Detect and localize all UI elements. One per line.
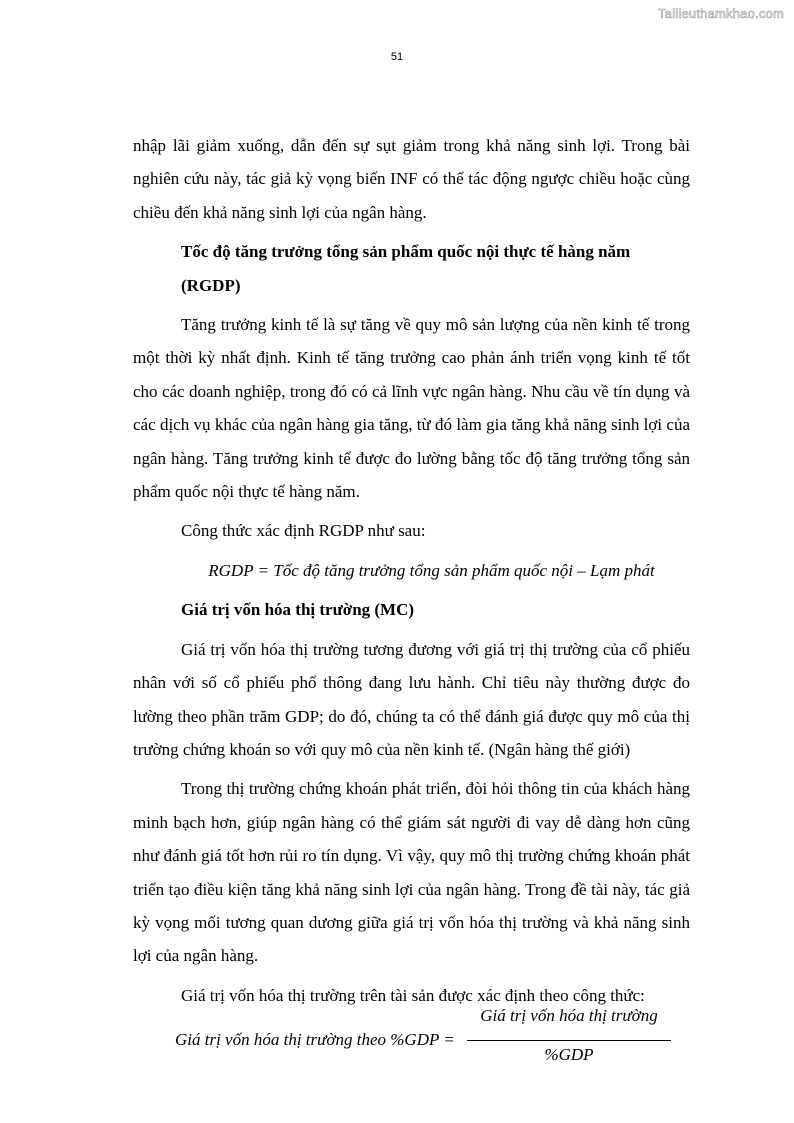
heading-market-cap: Giá trị vốn hóa thị trường (MC): [181, 600, 415, 620]
paragraph-market-cap-definition: Giá trị vốn hóa thị trường tương đương với giá trị thị trường của cổ phiếu nhân với số cổ phiếu phổ thông đang lưu hành. Chỉ tiêu này thường được đo lường theo phần trăm GDP; do đó, chúng ta có thể đánh giá được quy mô của thị trường chứng khoán so với quy mô của nền kinh tế. (Ngân hàng thế giới): [133, 639, 690, 759]
formula-numerator: Giá trị vốn hóa thị trường: [480, 1006, 658, 1026]
paragraph-economic-growth: Tăng trưởng kinh tế là sự tăng về quy mô sản lượng của nền kinh tế trong một thời kỳ nhất định. Kinh tế tăng trưởng cao phản ánh triển vọng kinh tế tốt cho các doanh nghiệp, trong đó có cả lĩnh vực ngân hàng. Nhu cầu về tín dụng và các dịch vụ khác của ngân hàng gia tăng, từ đó làm gia tăng khả năng sinh lợi của ngân hàng. Tăng trưởng kinh tế được đo lường bằng tốc độ tăng trưởng tổng sản phẩm quốc nội thực tế hàng năm.: [133, 315, 690, 502]
fraction-bar: [467, 1040, 671, 1041]
formula-rgdp: RGDP = Tốc độ tăng trưởng tổng sản phẩm quốc nội – Lạm phát: [208, 560, 655, 580]
paragraph-market-cap-expectation: Trong thị trường chứng khoán phát triển, đòi hỏi thông tin của khách hàng minh bạch hơn, giúp ngân hàng có thể giám sát người đi vay dễ dàng hơn cũng như đánh giá tốt hơn rủi ro tín dụng. Vì vậy, quy mô thị trường chứng khoán phát triển tạo điều kiện tăng khả năng sinh lợi của ngân hàng. Trong đề tài này, tác giả kỳ vọng mối tương quan dương giữa giá trị vốn hóa thị trường và khả năng sinh lợi của ngân hàng.: [133, 779, 690, 966]
formula-denominator: %GDP: [544, 1045, 594, 1065]
document-body: [133, 129, 690, 1080]
paragraph-inf-conclusion: nhập lãi giảm xuống, dẫn đến sự sụt giảm trong khả năng sinh lợi. Trong bài nghiên cứu này, tác giả kỳ vọng biến INF có thể tác động ngược chiều hoặc cùng chiều đến khả năng sinh lợi của ngân hàng.: [133, 136, 690, 222]
paragraph-rgdp-formula-intro: Công thức xác định RGDP như sau:: [181, 521, 426, 541]
page-number: 51: [390, 51, 404, 63]
formula-lhs: Giá trị vốn hóa thị trường theo %GDP =: [175, 1030, 455, 1050]
paragraph-market-cap-formula-intro: Giá trị vốn hóa thị trường trên tài sản được xác định theo công thức:: [181, 985, 645, 1005]
heading-rgdp: Tốc độ tăng trưởng tổng sản phẩm quốc nội thực tế hàng năm (RGDP): [181, 242, 631, 295]
formula-market-cap: [133, 1006, 690, 1080]
watermark-text: Tailieuthamkhao.com: [658, 6, 784, 21]
